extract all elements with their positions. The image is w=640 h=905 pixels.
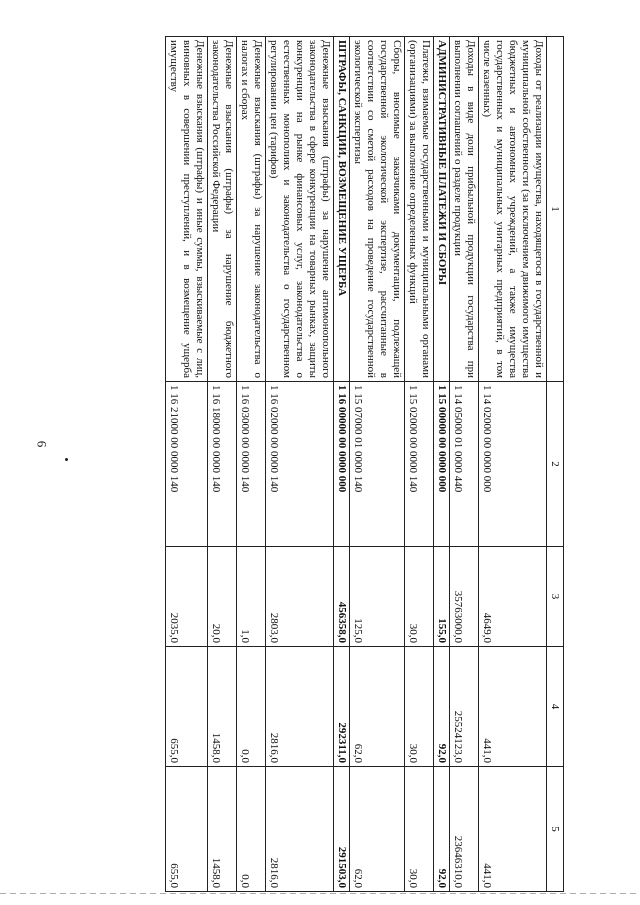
value-col-4-cell: 0,0 [237,647,266,767]
header-col-1: 1 [547,37,564,382]
budget-code-cell: 1 16 18000 00 0000 140 [208,382,237,547]
table-row [334,37,350,892]
table-row [266,37,334,892]
budget-code-cell: 1 16 03000 00 0000 140 [237,382,266,547]
value-col-3-cell: 125,0 [350,547,405,647]
value-col-3-cell: 155,0 [434,547,450,647]
budget-code-cell: 1 15 07000 01 0000 140 [350,382,405,547]
table-row [166,37,208,892]
table-row [450,37,479,892]
value-col-3-cell: 1,0 [237,547,266,647]
row-name-cell: Доходы в виде доли прибыльной продукции государства при выполнении соглашений о разделе продукции [450,37,479,382]
value-col-3-cell: 2803,0 [266,547,334,647]
revenue-table [165,36,564,892]
budget-code-cell: 1 16 00000 00 0000 000 [334,382,350,547]
value-col-4-cell: 1458,0 [208,647,237,767]
value-col-4-cell: 30,0 [405,647,434,767]
table-row [405,37,434,892]
row-name-cell: Доходы от реализации имущества, находящегося в государственной и муниципальной собственности (за исключением движимого имущества бюджетных и автономных учреждений, а также имущества государственных и муниципальных унитарных предприятий, в том числе казенных) [479,37,547,382]
table-row [350,37,405,892]
table-header-row [547,37,564,892]
table-row [237,37,266,892]
header-col-4: 4 [547,647,564,767]
value-col-5-cell: 0,0 [237,767,266,892]
value-col-5-cell: 92,0 [434,767,450,892]
row-name-cell: Сборы, вносимые заказчиками документации, подлежащей государственной экологической экспертизе, рассчитанные в соответствии со сметой расходов на проведение государственной экологической экспертизы [350,37,405,382]
budget-code-cell: 1 15 00000 00 0000 000 [434,382,450,547]
row-name-cell: АДМИНИСТРАТИВНЫЕ ПЛАТЕЖИ И СБОРЫ [434,37,450,382]
scan-artifact-line [0,893,640,894]
budget-code-cell: 1 15 02000 00 0000 140 [405,382,434,547]
rotated-table-sheet [80,36,564,891]
value-col-5-cell: 2816,0 [266,767,334,892]
row-name-cell: Платежи, взимаемые государственными и муниципальными органами (организациями) за выполнение определенных функций [405,37,434,382]
value-col-4-cell: 2816,0 [266,647,334,767]
value-col-5-cell: 30,0 [405,767,434,892]
value-col-4-cell: 292311,0 [334,647,350,767]
table-row [208,37,237,892]
value-col-5-cell: 1458,0 [208,767,237,892]
budget-code-cell: 1 16 02000 00 0000 140 [266,382,334,547]
value-col-3-cell: 35763000,0 [450,547,479,647]
row-name-cell: Денежные взыскания (штрафы) и иные суммы, взыскиваемые с лиц, виновных в совершении преступлений, и в возмещение ущерба имуществу [166,37,208,382]
row-name-cell: ШТРАФЫ, САНКЦИИ, ВОЗМЕЩЕНИЕ УЩЕРБА [334,37,350,382]
value-col-4-cell: 655,0 [166,647,208,767]
row-name-cell: Денежные взыскания (штрафы) за нарушение законодательства о налогах и сборах [237,37,266,382]
value-col-3-cell: 2035,0 [166,547,208,647]
row-name-cell: Денежные взыскания (штрафы) за нарушение бюджетного законодательства Российской Федерации [208,37,237,382]
value-col-5-cell: 23646310,0 [450,767,479,892]
budget-code-cell: 1 14 05000 01 0000 440 [450,382,479,547]
value-col-3-cell: 456358,0 [334,547,350,647]
table-row [434,37,450,892]
table-body [166,37,547,892]
budget-code-cell: 1 16 21000 00 0000 140 [166,382,208,547]
table-row [479,37,547,892]
value-col-4-cell: 441,0 [479,647,547,767]
value-col-5-cell: 62,0 [350,767,405,892]
row-name-cell: Денежные взыскания (штрафы) за нарушение антимонопольного законодательства в сфере конкуренции на товарных рынках, защиты конкуренции на рынке финансовых услуг, законодательства о естественных монополиях и законодательства о государственном регулировании цен (тарифов) [266,37,334,382]
value-col-4-cell: 62,0 [350,647,405,767]
header-col-5: 5 [547,767,564,892]
page-number: 6 [34,440,50,448]
value-col-3-cell: 30,0 [405,547,434,647]
header-col-2: 2 [547,382,564,547]
value-col-5-cell: 441,0 [479,767,547,892]
value-col-5-cell: 655,0 [166,767,208,892]
value-col-4-cell: 92,0 [434,647,450,767]
scan-speck [65,458,68,461]
value-col-3-cell: 4649,0 [479,547,547,647]
header-col-3: 3 [547,547,564,647]
value-col-4-cell: 25524123,0 [450,647,479,767]
budget-code-cell: 1 14 02000 00 0000 000 [479,382,547,547]
value-col-3-cell: 20,0 [208,547,237,647]
value-col-5-cell: 291503,0 [334,767,350,892]
